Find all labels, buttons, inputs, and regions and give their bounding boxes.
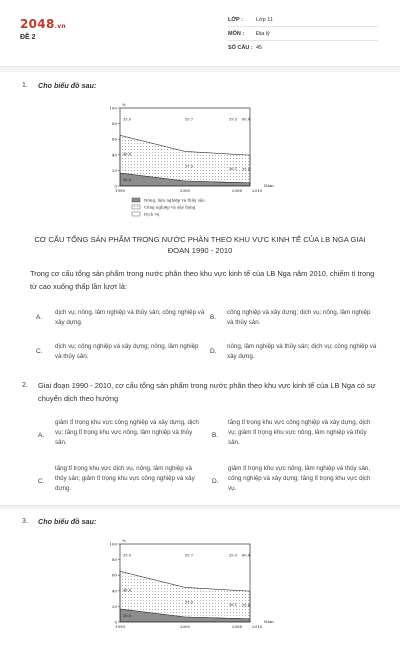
y-tick-label: 80 bbox=[111, 557, 117, 563]
chart-q1 bbox=[100, 100, 290, 224]
chart-title: CƠ CẤU TỔNG SẢN PHẨM TRONG NƯỚC PHÂN THEO KHU VỰC KINH TẾ CỦA LB NGA GIAI ĐOẠN 1990 - 2010 bbox=[34, 235, 366, 255]
q2-option-d-letter[interactable]: D. bbox=[212, 478, 219, 485]
data-label: 35.6 bbox=[242, 603, 251, 608]
logo-text: 2048 bbox=[20, 17, 55, 31]
y-unit-label: % bbox=[122, 538, 126, 543]
logo-suffix: .vn bbox=[54, 23, 66, 30]
meta-count-key: SỐ CÂU : bbox=[228, 45, 253, 51]
q2-option-b-text[interactable]: tăng tỉ trọng khu vực công nghiệp và xây dựng, dịch vụ; giảm tỉ trọng khu vực nông, lâm nghiệp và thủy sản. bbox=[228, 419, 371, 446]
chart-q3 bbox=[100, 536, 290, 660]
x-tick-label: 1990 bbox=[114, 188, 126, 193]
section-separator bbox=[0, 505, 400, 509]
q1-option-a-letter[interactable]: A. bbox=[36, 314, 43, 321]
q1-option-a-text[interactable]: dịch vụ; nông, lâm nghiệp và thủy sản; công nghiệp và xây dựng. bbox=[55, 309, 205, 326]
data-label: 55.7 bbox=[185, 553, 194, 558]
data-label: 48.4 bbox=[123, 152, 132, 157]
data-label: 37.9 bbox=[185, 164, 194, 169]
y-tick-label: 40 bbox=[111, 588, 117, 594]
meta-class-key: LỚP : bbox=[228, 17, 243, 23]
meta-count-row bbox=[228, 45, 378, 57]
data-label: 35.6 bbox=[242, 167, 251, 172]
data-label: 16.6 bbox=[123, 614, 132, 619]
meta-class-row bbox=[228, 17, 378, 29]
question-2-stem: Giai đoạn 1990 - 2010, cơ cấu tổng sản phẩm trong nước phân theo khu vực kinh tế của LB Nga có sự chuyển dịch theo hướng bbox=[38, 381, 376, 403]
x-tick-label: 2008 bbox=[231, 188, 243, 193]
y-tick-label: 20 bbox=[111, 167, 117, 173]
q2-option-a-text[interactable]: giảm tỉ trọng khu vực công nghiệp và xây dựng, dịch vụ; tăng tỉ trọng khu vực nông, lâm nghiệp và thủy sản. bbox=[55, 419, 199, 446]
legend-swatch bbox=[132, 205, 140, 209]
page-header bbox=[0, 0, 400, 62]
y-tick-label: 0 bbox=[114, 619, 117, 625]
data-label: 35.0 bbox=[123, 117, 132, 122]
x-tick-label: 2010 bbox=[252, 188, 263, 193]
y-unit-label: % bbox=[122, 102, 126, 107]
y-tick-label: 100 bbox=[109, 541, 117, 547]
legend-label: Công nghiệp và xây dựng bbox=[144, 204, 196, 210]
q1-option-c-text[interactable]: dịch vụ; công nghiệp và xây dựng; nông, lâm nghiệp và thủy sản. bbox=[55, 343, 199, 360]
question-3-number: 3. bbox=[22, 518, 28, 525]
data-label: 60.4 bbox=[242, 117, 251, 122]
q2-option-b-letter[interactable]: B. bbox=[212, 432, 219, 439]
q1-option-d-letter[interactable]: D. bbox=[210, 348, 217, 355]
y-tick-label: 60 bbox=[111, 136, 117, 142]
meta-count-value: 45 bbox=[256, 45, 263, 51]
section-separator bbox=[0, 66, 400, 72]
legend-swatch bbox=[132, 198, 140, 202]
question-1-stem: Trong cơ cấu tổng sản phẩm trong nước phân theo khu vực kinh tế của LB Nga năm 2010, chiếm tỉ trọng từ cao xuống thấp lần lượt là: bbox=[30, 269, 375, 291]
question-1-number: 1. bbox=[22, 82, 28, 89]
meta-subject-value: Địa lý bbox=[256, 31, 270, 37]
data-label: 36.1 bbox=[229, 166, 238, 171]
q2-option-a-letter[interactable]: A. bbox=[38, 432, 45, 439]
data-label: 59.5 bbox=[229, 553, 238, 558]
data-label: 59.5 bbox=[229, 117, 238, 122]
y-tick-label: 0 bbox=[114, 183, 117, 189]
x-tick-label: 1990 bbox=[114, 624, 126, 629]
data-label: 37.9 bbox=[185, 600, 194, 605]
data-label: 36.1 bbox=[229, 602, 238, 607]
x-unit-label: Năm bbox=[264, 619, 274, 624]
x-tick-label: 2010 bbox=[252, 624, 263, 629]
meta-subject-row bbox=[228, 31, 378, 43]
question-3-prompt: Cho biểu đồ sau: bbox=[38, 517, 97, 526]
data-label: 60.4 bbox=[242, 553, 251, 558]
site-logo[interactable] bbox=[20, 17, 66, 31]
q1-option-b-text[interactable]: công nghiệp và xây dựng; dịch vụ; nông, lâm nghiệp và thủy sản. bbox=[227, 309, 371, 326]
q2-option-c-text[interactable]: tăng tỉ trọng khu vực dịch vụ, nông, lâm nghiệp và thủy sản; giảm tỉ trọng khu vực công nghiệp và xây dựng. bbox=[55, 465, 195, 492]
question-1-prompt: Cho biểu đồ sau: bbox=[38, 81, 97, 90]
divider bbox=[228, 40, 378, 41]
exam-label: ĐỀ 2 bbox=[20, 34, 36, 41]
y-tick-label: 40 bbox=[111, 152, 117, 158]
meta-subject-key: MÔN : bbox=[228, 31, 245, 37]
legend-label: Dịch vụ bbox=[144, 211, 160, 217]
data-label: 16.6 bbox=[123, 178, 132, 183]
q1-option-c-letter[interactable]: C. bbox=[36, 348, 43, 355]
x-tick-label: 2000 bbox=[179, 188, 191, 193]
data-label: 48.4 bbox=[123, 588, 132, 593]
question-2-number: 2. bbox=[22, 382, 28, 389]
x-tick-label: 2008 bbox=[231, 624, 243, 629]
y-tick-label: 100 bbox=[109, 105, 117, 111]
q1-option-d-text[interactable]: nông, lâm nghiệp và thủy sản; dịch vụ; công nghiệp và xây dựng. bbox=[227, 343, 377, 360]
legend-swatch bbox=[132, 212, 140, 216]
q1-option-b-letter[interactable]: B. bbox=[210, 314, 217, 321]
legend-label: Nông, lâm nghiệp và thủy sản bbox=[144, 197, 205, 203]
x-tick-label: 2000 bbox=[179, 624, 191, 629]
x-unit-label: Năm bbox=[264, 183, 274, 188]
q2-option-d-text[interactable]: giảm tỉ trọng khu vực nông, lâm nghiệp và thủy sản, công nghiệp và xây dựng; tăng tỉ trọng khu vực dịch vụ. bbox=[228, 465, 371, 492]
q2-option-c-letter[interactable]: C. bbox=[38, 478, 45, 485]
meta-class-value: Lớp 11 bbox=[256, 17, 273, 23]
data-label: 35.0 bbox=[123, 553, 132, 558]
data-label: 55.7 bbox=[185, 117, 194, 122]
y-tick-label: 80 bbox=[111, 121, 117, 127]
y-tick-label: 60 bbox=[111, 572, 117, 578]
y-tick-label: 20 bbox=[111, 603, 117, 609]
divider bbox=[228, 26, 378, 27]
